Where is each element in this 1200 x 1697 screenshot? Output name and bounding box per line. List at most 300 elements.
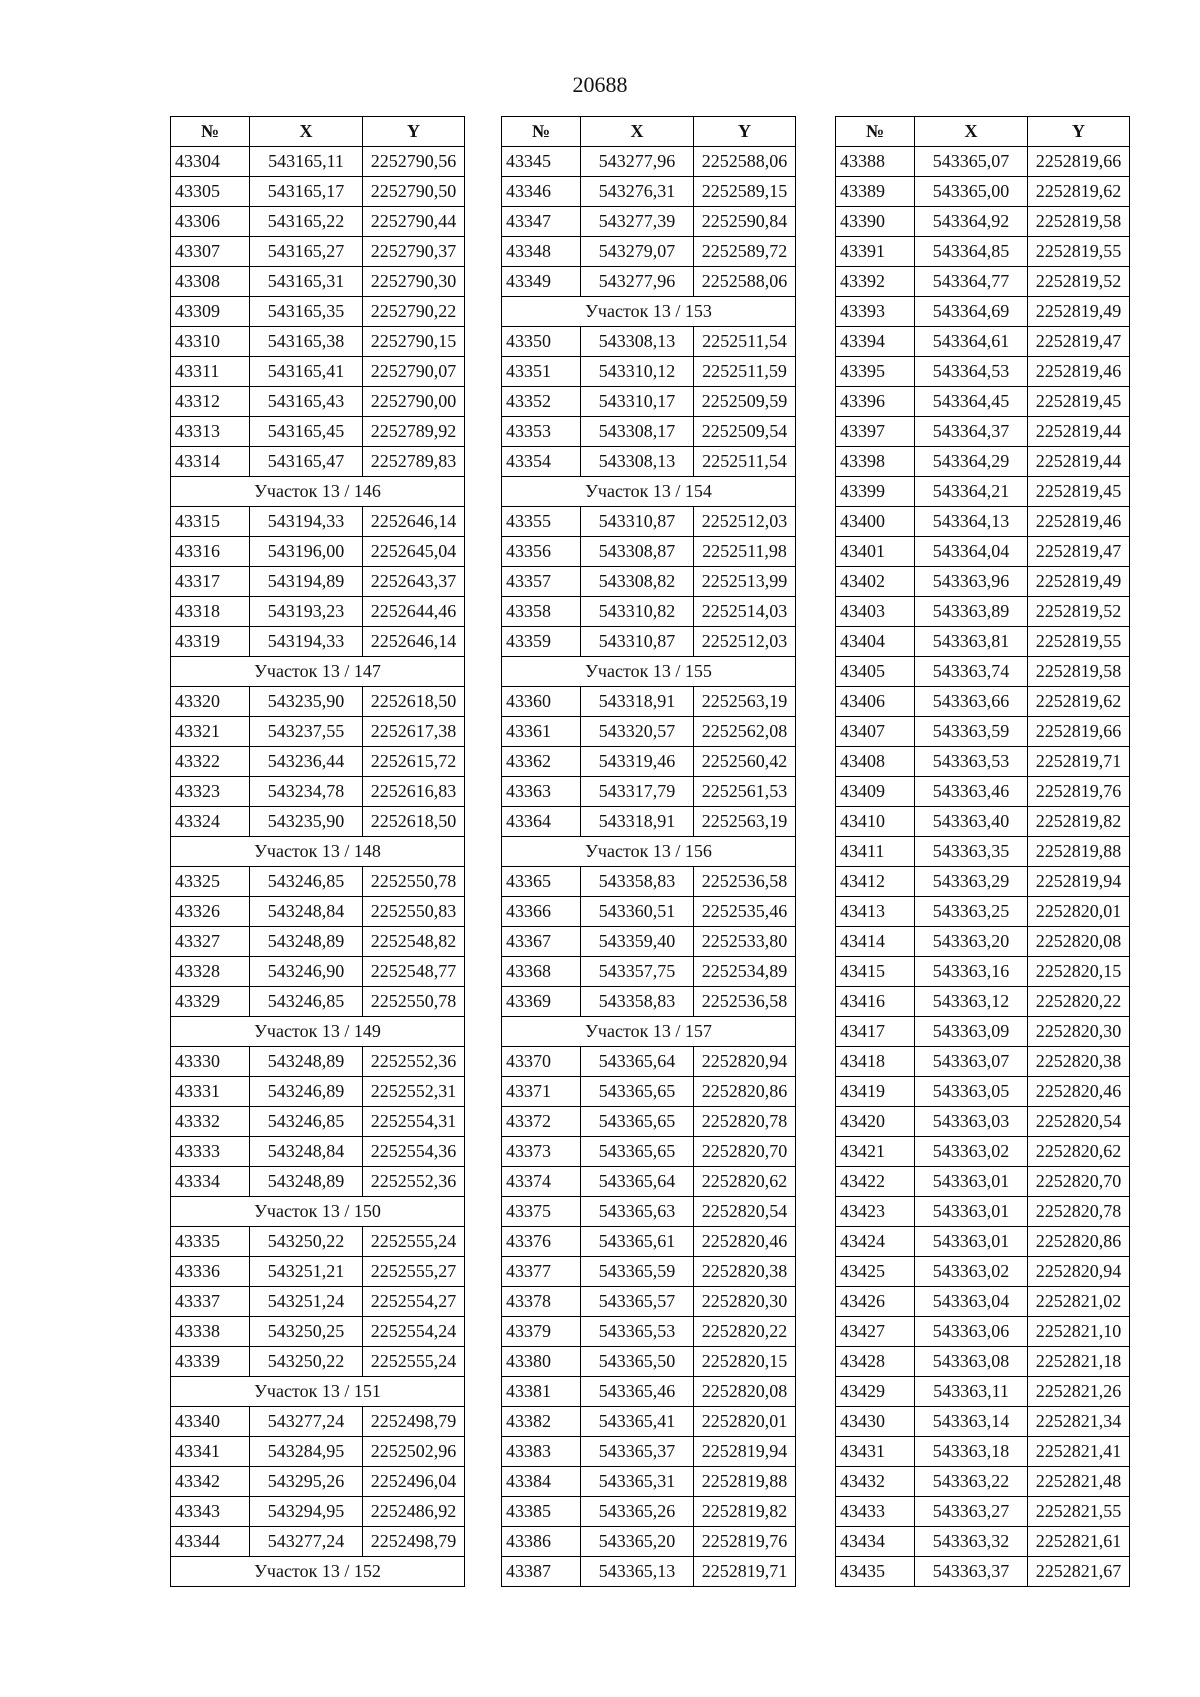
cell-x: 543363,18 — [915, 1437, 1028, 1467]
cell-y: 2252820,22 — [1028, 987, 1130, 1017]
cell-y: 2252550,78 — [363, 987, 465, 1017]
cell-num: 43391 — [836, 237, 915, 267]
cell-x: 543363,05 — [915, 1077, 1028, 1107]
cell-num: 43310 — [171, 327, 250, 357]
coordinate-table-2 — [501, 116, 796, 1587]
cell-num: 43413 — [836, 897, 915, 927]
cell-num: 43408 — [836, 747, 915, 777]
cell-num: 43353 — [502, 417, 581, 447]
cell-y: 2252819,66 — [1028, 147, 1130, 177]
cell-y: 2252560,42 — [694, 747, 796, 777]
cell-y: 2252820,78 — [1028, 1197, 1130, 1227]
table-row — [836, 897, 1130, 927]
section-row — [171, 657, 465, 687]
table-row — [836, 207, 1130, 237]
table-row — [502, 177, 796, 207]
header-num: № — [171, 117, 250, 147]
cell-x: 543358,83 — [581, 867, 694, 897]
table-row — [171, 147, 465, 177]
cell-num: 43319 — [171, 627, 250, 657]
table-row — [171, 1167, 465, 1197]
cell-y: 2252536,58 — [694, 867, 796, 897]
cell-y: 2252511,54 — [694, 327, 796, 357]
cell-num: 43395 — [836, 357, 915, 387]
table-row — [836, 837, 1130, 867]
cell-y: 2252562,08 — [694, 717, 796, 747]
cell-num: 43392 — [836, 267, 915, 297]
cell-num: 43421 — [836, 1137, 915, 1167]
cell-num: 43336 — [171, 1257, 250, 1287]
section-title: Участок 13 / 153 — [502, 297, 796, 327]
table-row — [502, 1377, 796, 1407]
cell-num: 43370 — [502, 1047, 581, 1077]
cell-y: 2252820,01 — [1028, 897, 1130, 927]
cell-num: 43371 — [502, 1077, 581, 1107]
cell-y: 2252790,00 — [363, 387, 465, 417]
table-row — [836, 1107, 1130, 1137]
cell-num: 43328 — [171, 957, 250, 987]
cell-x: 543363,12 — [915, 987, 1028, 1017]
cell-y: 2252790,30 — [363, 267, 465, 297]
section-row — [502, 837, 796, 867]
cell-num: 43385 — [502, 1497, 581, 1527]
table-row — [502, 537, 796, 567]
table-row — [836, 927, 1130, 957]
cell-x: 543246,85 — [250, 1107, 363, 1137]
cell-num: 43404 — [836, 627, 915, 657]
cell-y: 2252563,19 — [694, 687, 796, 717]
cell-num: 43362 — [502, 747, 581, 777]
cell-num: 43357 — [502, 567, 581, 597]
section-row — [502, 477, 796, 507]
table-row — [836, 1437, 1130, 1467]
cell-x: 543248,89 — [250, 1047, 363, 1077]
cell-num: 43369 — [502, 987, 581, 1017]
cell-x: 543165,43 — [250, 387, 363, 417]
cell-y: 2252819,94 — [694, 1437, 796, 1467]
table-row — [836, 1047, 1130, 1077]
cell-y: 2252821,10 — [1028, 1317, 1130, 1347]
cell-y: 2252820,38 — [1028, 1047, 1130, 1077]
cell-y: 2252820,78 — [694, 1107, 796, 1137]
cell-num: 43308 — [171, 267, 250, 297]
cell-num: 43410 — [836, 807, 915, 837]
cell-x: 543165,45 — [250, 417, 363, 447]
table-row — [502, 1467, 796, 1497]
cell-num: 43393 — [836, 297, 915, 327]
cell-y: 2252819,66 — [1028, 717, 1130, 747]
cell-y: 2252790,44 — [363, 207, 465, 237]
header-x: X — [250, 117, 363, 147]
table-row — [502, 267, 796, 297]
cell-x: 543363,14 — [915, 1407, 1028, 1437]
cell-num: 43372 — [502, 1107, 581, 1137]
cell-y: 2252552,36 — [363, 1167, 465, 1197]
cell-x: 543363,89 — [915, 597, 1028, 627]
cell-num: 43313 — [171, 417, 250, 447]
table-row — [836, 657, 1130, 687]
cell-y: 2252512,03 — [694, 507, 796, 537]
table-row — [171, 297, 465, 327]
cell-num: 43309 — [171, 297, 250, 327]
table-row — [171, 897, 465, 927]
table-row — [171, 177, 465, 207]
table-row — [171, 207, 465, 237]
cell-num: 43304 — [171, 147, 250, 177]
cell-num: 43422 — [836, 1167, 915, 1197]
cell-x: 543365,46 — [581, 1377, 694, 1407]
cell-y: 2252819,82 — [694, 1497, 796, 1527]
cell-y: 2252535,46 — [694, 897, 796, 927]
cell-y: 2252644,46 — [363, 597, 465, 627]
cell-y: 2252548,82 — [363, 927, 465, 957]
cell-num: 43411 — [836, 837, 915, 867]
table-row — [502, 1437, 796, 1467]
table-row — [171, 627, 465, 657]
table-row — [836, 1197, 1130, 1227]
cell-x: 543364,37 — [915, 417, 1028, 447]
cell-y: 2252552,31 — [363, 1077, 465, 1107]
table-row — [502, 1527, 796, 1557]
cell-x: 543365,64 — [581, 1167, 694, 1197]
table-row — [502, 327, 796, 357]
cell-num: 43423 — [836, 1197, 915, 1227]
cell-num: 43415 — [836, 957, 915, 987]
cell-x: 543251,24 — [250, 1287, 363, 1317]
cell-x: 543250,22 — [250, 1227, 363, 1257]
cell-x: 543246,89 — [250, 1077, 363, 1107]
cell-y: 2252554,27 — [363, 1287, 465, 1317]
table-row — [836, 987, 1130, 1017]
cell-y: 2252821,61 — [1028, 1527, 1130, 1557]
cell-y: 2252820,62 — [694, 1167, 796, 1197]
table-row — [171, 567, 465, 597]
cell-y: 2252512,03 — [694, 627, 796, 657]
section-row — [171, 477, 465, 507]
cell-y: 2252819,76 — [1028, 777, 1130, 807]
cell-y: 2252820,94 — [694, 1047, 796, 1077]
cell-y: 2252548,77 — [363, 957, 465, 987]
section-row — [171, 1017, 465, 1047]
table-row — [171, 1317, 465, 1347]
cell-num: 43384 — [502, 1467, 581, 1497]
cell-x: 543364,29 — [915, 447, 1028, 477]
cell-y: 2252790,56 — [363, 147, 465, 177]
cell-num: 43409 — [836, 777, 915, 807]
cell-x: 543365,00 — [915, 177, 1028, 207]
header-y: Y — [694, 117, 796, 147]
table-row — [836, 1257, 1130, 1287]
table-row — [836, 1377, 1130, 1407]
cell-x: 543363,03 — [915, 1107, 1028, 1137]
table-row — [171, 1227, 465, 1257]
table-row — [502, 1167, 796, 1197]
cell-x: 543363,20 — [915, 927, 1028, 957]
table-row — [836, 1557, 1130, 1587]
cell-x: 543277,24 — [250, 1407, 363, 1437]
cell-num: 43435 — [836, 1557, 915, 1587]
cell-x: 543308,13 — [581, 447, 694, 477]
cell-x: 543319,46 — [581, 747, 694, 777]
cell-num: 43424 — [836, 1227, 915, 1257]
table-row — [836, 1467, 1130, 1497]
cell-x: 543308,17 — [581, 417, 694, 447]
cell-y: 2252502,96 — [363, 1437, 465, 1467]
cell-x: 543364,21 — [915, 477, 1028, 507]
cell-x: 543365,50 — [581, 1347, 694, 1377]
table-row — [502, 1227, 796, 1257]
cell-num: 43340 — [171, 1407, 250, 1437]
table-row — [836, 477, 1130, 507]
cell-num: 43355 — [502, 507, 581, 537]
section-row — [171, 1377, 465, 1407]
cell-num: 43428 — [836, 1347, 915, 1377]
table-row — [171, 1347, 465, 1377]
table-row — [171, 507, 465, 537]
cell-x: 543277,24 — [250, 1527, 363, 1557]
table-row — [836, 1497, 1130, 1527]
table-row — [502, 207, 796, 237]
table-row — [171, 537, 465, 567]
cell-y: 2252615,72 — [363, 747, 465, 777]
cell-y: 2252617,38 — [363, 717, 465, 747]
cell-x: 543246,85 — [250, 867, 363, 897]
cell-x: 543294,95 — [250, 1497, 363, 1527]
cell-num: 43305 — [171, 177, 250, 207]
cell-y: 2252819,45 — [1028, 387, 1130, 417]
cell-num: 43334 — [171, 1167, 250, 1197]
cell-num: 43312 — [171, 387, 250, 417]
cell-num: 43382 — [502, 1407, 581, 1437]
cell-y: 2252819,71 — [1028, 747, 1130, 777]
table-row — [502, 1107, 796, 1137]
cell-y: 2252820,15 — [1028, 957, 1130, 987]
section-title: Участок 13 / 155 — [502, 657, 796, 687]
cell-num: 43363 — [502, 777, 581, 807]
cell-num: 43416 — [836, 987, 915, 1017]
section-title: Участок 13 / 156 — [502, 837, 796, 867]
cell-num: 43354 — [502, 447, 581, 477]
cell-num: 43330 — [171, 1047, 250, 1077]
cell-x: 543364,92 — [915, 207, 1028, 237]
cell-y: 2252819,55 — [1028, 627, 1130, 657]
cell-num: 43396 — [836, 387, 915, 417]
table-row — [171, 357, 465, 387]
cell-num: 43331 — [171, 1077, 250, 1107]
table-row — [836, 807, 1130, 837]
cell-x: 543363,22 — [915, 1467, 1028, 1497]
cell-y: 2252820,86 — [694, 1077, 796, 1107]
cell-x: 543364,85 — [915, 237, 1028, 267]
table-row — [836, 717, 1130, 747]
table-row — [502, 1557, 796, 1587]
cell-y: 2252819,88 — [1028, 837, 1130, 867]
cell-x: 543363,74 — [915, 657, 1028, 687]
cell-y: 2252820,30 — [1028, 1017, 1130, 1047]
cell-x: 543310,12 — [581, 357, 694, 387]
table-row — [502, 567, 796, 597]
cell-num: 43406 — [836, 687, 915, 717]
cell-x: 543277,96 — [581, 147, 694, 177]
page-number: 20688 — [572, 72, 628, 97]
cell-num: 43335 — [171, 1227, 250, 1257]
header-x: X — [581, 117, 694, 147]
cell-x: 543363,04 — [915, 1287, 1028, 1317]
cell-y: 2252496,04 — [363, 1467, 465, 1497]
cell-y: 2252820,70 — [694, 1137, 796, 1167]
cell-y: 2252819,46 — [1028, 357, 1130, 387]
table-row — [171, 957, 465, 987]
table-row — [502, 1317, 796, 1347]
cell-x: 543310,82 — [581, 597, 694, 627]
cell-y: 2252819,71 — [694, 1557, 796, 1587]
cell-num: 43352 — [502, 387, 581, 417]
cell-x: 543363,07 — [915, 1047, 1028, 1077]
cell-num: 43387 — [502, 1557, 581, 1587]
table-header-row — [171, 117, 465, 147]
cell-x: 543365,57 — [581, 1287, 694, 1317]
cell-y: 2252790,07 — [363, 357, 465, 387]
cell-x: 543193,23 — [250, 597, 363, 627]
cell-y: 2252820,08 — [1028, 927, 1130, 957]
cell-y: 2252588,06 — [694, 147, 796, 177]
table-row — [836, 1077, 1130, 1107]
cell-x: 543363,06 — [915, 1317, 1028, 1347]
table-row — [171, 387, 465, 417]
cell-num: 43325 — [171, 867, 250, 897]
cell-x: 543359,40 — [581, 927, 694, 957]
table-row — [502, 867, 796, 897]
cell-num: 43321 — [171, 717, 250, 747]
cell-y: 2252820,08 — [694, 1377, 796, 1407]
table-row — [171, 417, 465, 447]
cell-y: 2252536,58 — [694, 987, 796, 1017]
cell-x: 543277,96 — [581, 267, 694, 297]
cell-y: 2252819,45 — [1028, 477, 1130, 507]
cell-x: 543165,35 — [250, 297, 363, 327]
table-row — [171, 1467, 465, 1497]
cell-y: 2252554,31 — [363, 1107, 465, 1137]
table-row — [836, 507, 1130, 537]
cell-num: 43333 — [171, 1137, 250, 1167]
cell-num: 43348 — [502, 237, 581, 267]
cell-x: 543251,21 — [250, 1257, 363, 1287]
table-row — [171, 1257, 465, 1287]
cell-x: 543365,20 — [581, 1527, 694, 1557]
table-row — [502, 777, 796, 807]
cell-x: 543363,59 — [915, 717, 1028, 747]
section-title: Участок 13 / 146 — [171, 477, 465, 507]
cell-num: 43401 — [836, 537, 915, 567]
cell-y: 2252821,18 — [1028, 1347, 1130, 1377]
cell-num: 43418 — [836, 1047, 915, 1077]
cell-y: 2252498,79 — [363, 1527, 465, 1557]
cell-y: 2252509,54 — [694, 417, 796, 447]
cell-y: 2252819,47 — [1028, 537, 1130, 567]
table-row — [502, 237, 796, 267]
cell-num: 43419 — [836, 1077, 915, 1107]
cell-y: 2252561,53 — [694, 777, 796, 807]
cell-num: 43405 — [836, 657, 915, 687]
table-row — [836, 687, 1130, 717]
cell-y: 2252790,22 — [363, 297, 465, 327]
cell-x: 543310,87 — [581, 507, 694, 537]
cell-num: 43320 — [171, 687, 250, 717]
table-row — [836, 417, 1130, 447]
cell-x: 543364,61 — [915, 327, 1028, 357]
cell-num: 43317 — [171, 567, 250, 597]
cell-y: 2252820,46 — [1028, 1077, 1130, 1107]
table-row — [836, 537, 1130, 567]
table-row — [502, 627, 796, 657]
cell-x: 543365,26 — [581, 1497, 694, 1527]
table-row — [836, 567, 1130, 597]
cell-x: 543284,95 — [250, 1437, 363, 1467]
cell-y: 2252618,50 — [363, 807, 465, 837]
header-y: Y — [363, 117, 465, 147]
cell-x: 543358,83 — [581, 987, 694, 1017]
table-row — [836, 267, 1130, 297]
cell-num: 43431 — [836, 1437, 915, 1467]
cell-num: 43427 — [836, 1317, 915, 1347]
cell-x: 543363,53 — [915, 747, 1028, 777]
table-row — [171, 1527, 465, 1557]
table-row — [171, 987, 465, 1017]
cell-y: 2252511,54 — [694, 447, 796, 477]
cell-x: 543363,27 — [915, 1497, 1028, 1527]
table-row — [171, 267, 465, 297]
cell-y: 2252643,37 — [363, 567, 465, 597]
cell-x: 543165,11 — [250, 147, 363, 177]
table-row — [171, 807, 465, 837]
cell-y: 2252509,59 — [694, 387, 796, 417]
cell-num: 43316 — [171, 537, 250, 567]
cell-num: 43351 — [502, 357, 581, 387]
cell-x: 543363,29 — [915, 867, 1028, 897]
cell-y: 2252819,49 — [1028, 567, 1130, 597]
cell-x: 543364,77 — [915, 267, 1028, 297]
table-row — [836, 327, 1130, 357]
table-row — [836, 1167, 1130, 1197]
cell-num: 43376 — [502, 1227, 581, 1257]
cell-num: 43390 — [836, 207, 915, 237]
cell-x: 543165,47 — [250, 447, 363, 477]
table-row — [171, 867, 465, 897]
cell-x: 543364,04 — [915, 537, 1028, 567]
cell-y: 2252618,50 — [363, 687, 465, 717]
cell-num: 43425 — [836, 1257, 915, 1287]
cell-x: 543365,07 — [915, 147, 1028, 177]
coordinate-table-3 — [835, 116, 1130, 1587]
section-row — [171, 837, 465, 867]
cell-x: 543363,35 — [915, 837, 1028, 867]
cell-y: 2252821,48 — [1028, 1467, 1130, 1497]
cell-y: 2252820,62 — [1028, 1137, 1130, 1167]
table-row — [836, 1137, 1130, 1167]
cell-x: 543248,84 — [250, 897, 363, 927]
section-title: Участок 13 / 157 — [502, 1017, 796, 1047]
cell-x: 543236,44 — [250, 747, 363, 777]
cell-x: 543363,11 — [915, 1377, 1028, 1407]
table-row — [502, 1287, 796, 1317]
cell-y: 2252790,37 — [363, 237, 465, 267]
cell-num: 43412 — [836, 867, 915, 897]
cell-x: 543365,63 — [581, 1197, 694, 1227]
table-row — [502, 957, 796, 987]
section-title: Участок 13 / 151 — [171, 1377, 465, 1407]
table-row — [502, 987, 796, 1017]
cell-y: 2252819,62 — [1028, 687, 1130, 717]
